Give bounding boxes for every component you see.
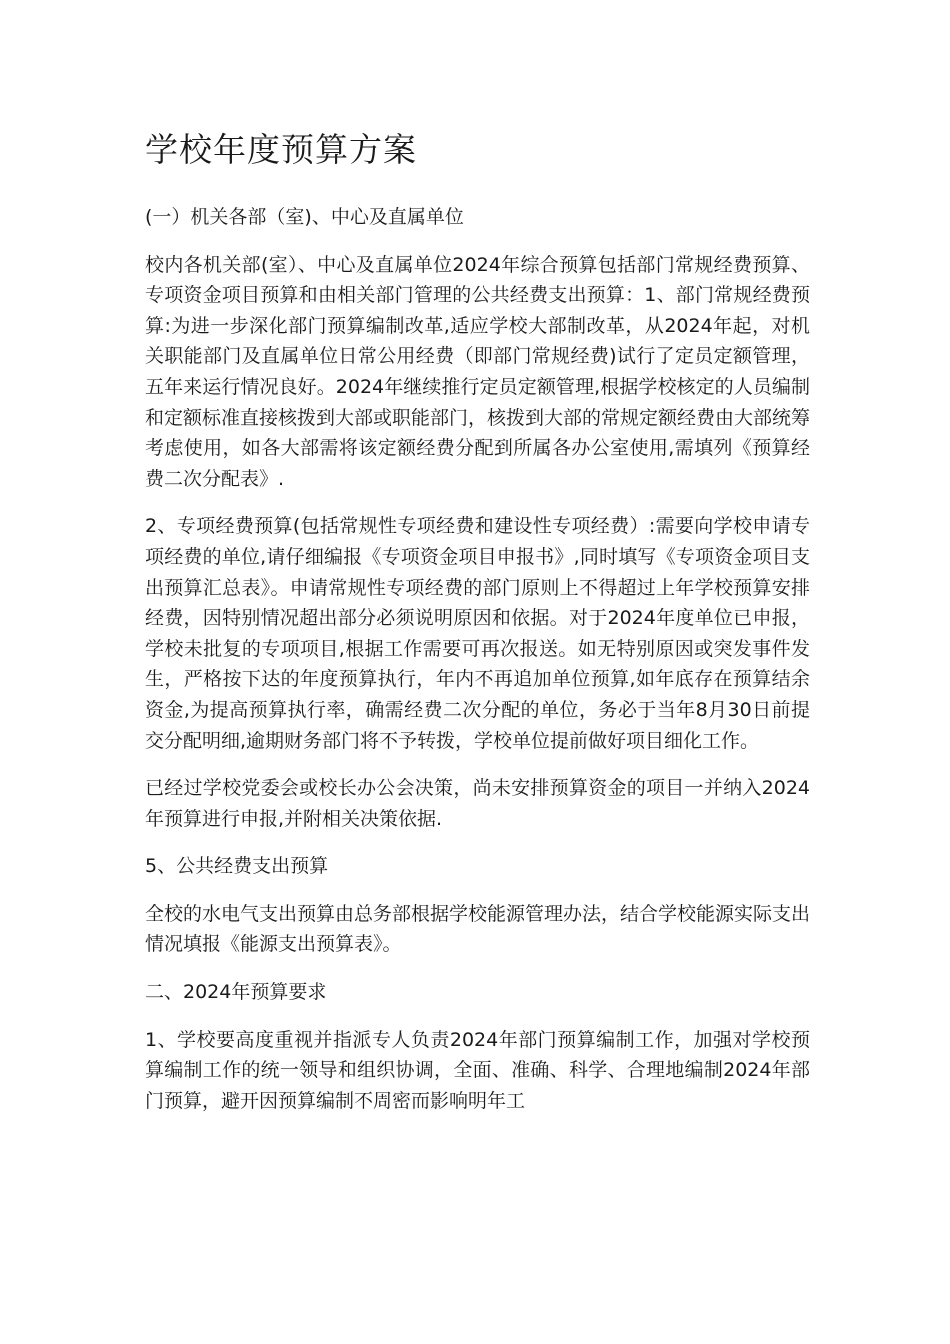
paragraph-decided-projects: 已经过学校党委会或校长办公会决策，尚未安排预算资金的项目一并纳入2024年预算进行申报,并附相关决策依据. <box>145 777 810 830</box>
paragraph-routine-budget: 校内各机关部(室）、中心及直属单位2024年综合预算包括部门常规经费预算、专项资金项目预算和由相关部门管理的公共经费支出预算：1、部门常规经费预算:为进一步深化部门预算编制改革,适应学校大部制改革，从2024年起，对机关职能部门及直属单位日常公用经费（即部门常规经费)试行了定员定额管理，五年来运行情况良好。2024年继续推行定员定额管理,根据学校核定的人员编制和定额标准直接核拨到大部或职能部门，核拨到大部的常规定额经费由大部统筹考虑使用，如各大部需将该定额经费分配到所属各办公室使用,需填列《预算经费二次分配表》. <box>145 253 811 490</box>
paragraph-special-budget: 2、专项经费预算(包括常规性专项经费和建设性专项经费）:需要向学校申请专项经费的单位,请仔细编报《专项资金项目申报书》,同时填写《专项资金项目支出预算汇总表》。申请常规性专项经费的部门原则上不得超过上年学校预算安排经费，因特别情况超出部分必须说明原因和依据。对于2024年度单位已申报，学校未批复的专项项目,根据工作需要可再次报送。如无特别原因或突发事件发生，严格按下达的年度预算执行，年内不再追加单位预算,如年底存在预算结余资金,为提高预算执行率，确需经费二次分配的单位，务必于当年8月30日前提交分配明细,逾期财务部门将不予转拨，学校单位提前做好项目细化工作。 <box>145 515 810 752</box>
document-title: 学校年度预算方案 <box>145 130 417 169</box>
section-heading-requirements: 二、2024年预算要求 <box>145 981 327 1004</box>
paragraph-energy-budget: 全校的水电气支出预算由总务部根据学校能源管理办法，结合学校能源实际支出情况填报《能源支出预算表》。 <box>145 902 811 956</box>
section-heading-1: (一）机关各部（室)、中心及直属单位 <box>145 206 464 228</box>
document-page <box>145 122 810 1133</box>
section-heading-public-expense: 5、公共经费支出预算 <box>145 855 329 878</box>
paragraph-requirement-1: 1、学校要高度重视并指派专人负责2024年部门预算编制工作，加强对学校预算编制工作的统一领导和组织协调，全面、准确、科学、合理地编制2024年部门预算，避开因预算编制不周密而影响明年工 <box>145 1028 810 1112</box>
